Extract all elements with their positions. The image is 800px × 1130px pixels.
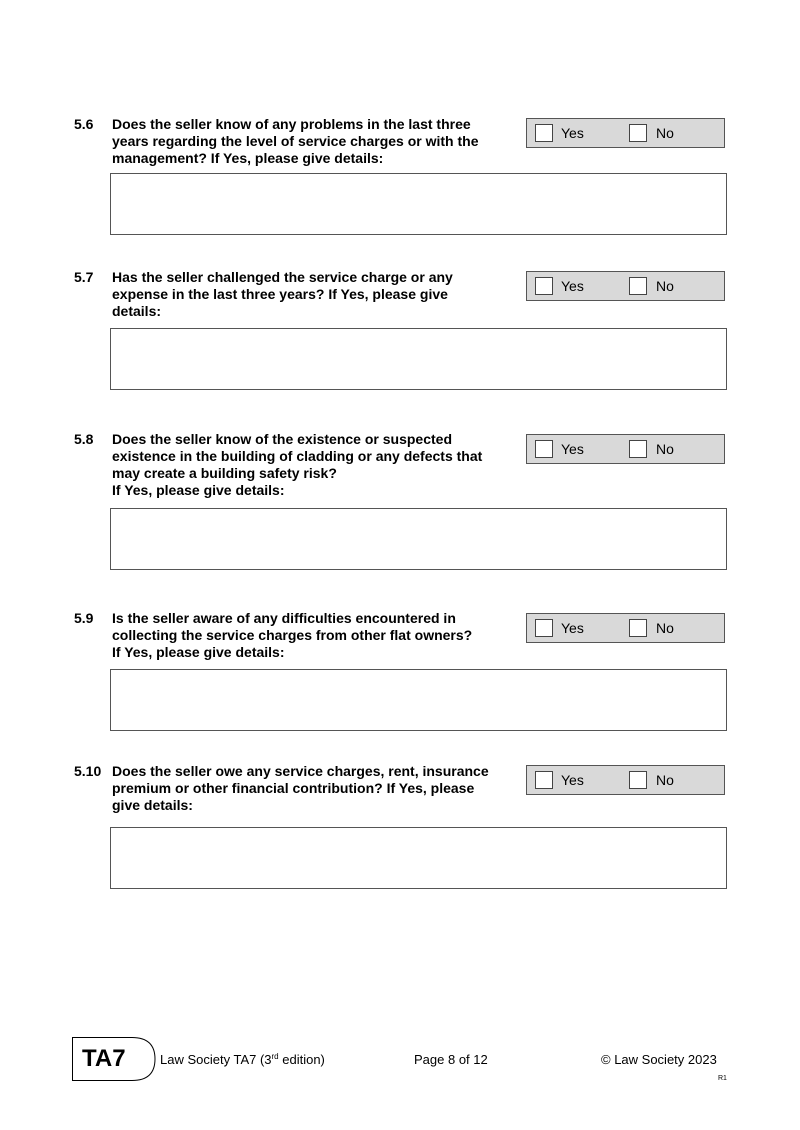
form-name-sup: rd: [271, 1052, 279, 1061]
no-checkbox[interactable]: [629, 619, 647, 637]
no-label: No: [656, 441, 674, 457]
question-line: management? If Yes, please give details:: [112, 150, 384, 166]
question-line: Does the seller know of the existence or suspected: [112, 431, 452, 447]
no-checkbox[interactable]: [629, 277, 647, 295]
details-field-5-6[interactable]: [110, 173, 727, 235]
details-field-5-10[interactable]: [110, 827, 727, 889]
no-label: No: [656, 772, 674, 788]
question-line: years regarding the level of service charges or with the: [112, 133, 479, 149]
yes-label: Yes: [561, 772, 584, 788]
yes-no-group: [526, 271, 725, 301]
details-field-5-8[interactable]: [110, 508, 727, 570]
question-text: [112, 116, 512, 167]
question-number: 5.9: [74, 610, 94, 626]
yes-no-group: [526, 434, 725, 464]
question-line: Does the seller know of any problems in the last three: [112, 116, 471, 132]
question-number: 5.7: [74, 269, 94, 285]
no-checkbox[interactable]: [629, 124, 647, 142]
yes-checkbox[interactable]: [535, 277, 553, 295]
question-line: may create a building safety risk?: [112, 465, 337, 481]
question-line: expense in the last three years? If Yes, please give: [112, 286, 448, 302]
form-badge: TA7: [82, 1045, 126, 1072]
yes-label: Yes: [561, 125, 584, 141]
form-name-suffix: edition): [278, 1052, 325, 1067]
question-line: Is the seller aware of any difficulties encountered in: [112, 610, 456, 626]
no-label: No: [656, 125, 674, 141]
no-checkbox[interactable]: [629, 771, 647, 789]
revision-mark: R1: [718, 1075, 727, 1082]
question-line: If Yes, please give details:: [112, 644, 285, 660]
no-label: No: [656, 278, 674, 294]
details-field-5-7[interactable]: [110, 328, 727, 390]
yes-checkbox[interactable]: [535, 619, 553, 637]
question-line: give details:: [112, 797, 193, 813]
question-line: premium or other financial contribution? If Yes, please: [112, 780, 475, 796]
yes-no-group: [526, 613, 725, 643]
question-text: [112, 610, 512, 661]
question-text: [112, 269, 512, 320]
question-number: 5.8: [74, 431, 94, 447]
question-line: details:: [112, 303, 162, 319]
yes-no-group: [526, 765, 725, 795]
yes-no-group: [526, 118, 725, 148]
no-checkbox[interactable]: [629, 440, 647, 458]
question-line: If Yes, please give details:: [112, 482, 285, 498]
yes-label: Yes: [561, 441, 584, 457]
question-number: 5.10: [74, 763, 102, 779]
yes-checkbox[interactable]: [535, 440, 553, 458]
yes-label: Yes: [561, 620, 584, 636]
yes-checkbox[interactable]: [535, 124, 553, 142]
question-line: existence in the building of cladding or any defects that: [112, 448, 483, 464]
question-text: [112, 763, 512, 814]
question-line: collecting the service charges from other flat owners?: [112, 627, 473, 643]
details-field-5-9[interactable]: [110, 669, 727, 731]
question-text: [112, 431, 512, 499]
form-name: [160, 1052, 325, 1068]
question-line: Has the seller challenged the service charge or any: [112, 269, 453, 285]
yes-label: Yes: [561, 278, 584, 294]
copyright: © Law Society 2023: [601, 1052, 717, 1067]
page-number: Page 8 of 12: [414, 1052, 488, 1067]
form-name-text: Law Society TA7 (3: [160, 1052, 272, 1067]
page-footer: [0, 1037, 800, 1097]
question-line: Does the seller owe any service charges, rent, insurance: [112, 763, 489, 779]
question-number: 5.6: [74, 116, 94, 132]
no-label: No: [656, 620, 674, 636]
yes-checkbox[interactable]: [535, 771, 553, 789]
